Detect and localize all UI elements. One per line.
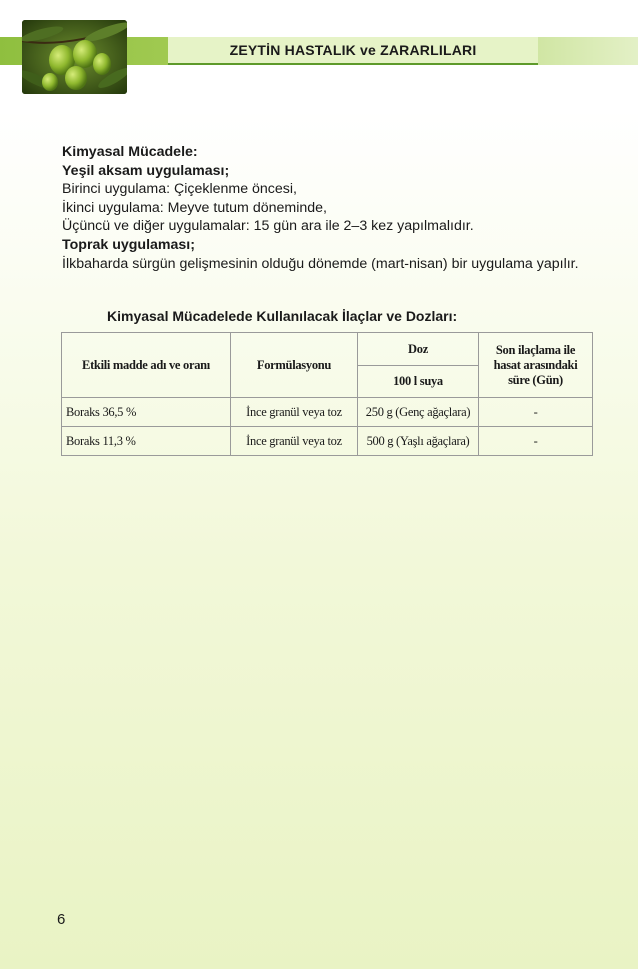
spring-application-line: İlkbaharda sürgün gelişmesinin olduğu dönemde (mart-nisan) bir uygulama yapılır. — [62, 255, 579, 272]
olive-branch-photo-icon — [22, 20, 127, 94]
cell-active-ingredient: Boraks 11,3 % — [62, 427, 231, 456]
dose-table — [61, 332, 593, 456]
col-header-dose-unit: 100 l suya — [358, 366, 479, 398]
header-title-box — [168, 37, 538, 65]
cell-formulation: İnce granül veya toz — [231, 427, 358, 456]
third-application-line: Üçüncü ve diğer uygulamalar: 15 gün ara ile 2–3 kez yapılmalıdır. — [62, 218, 474, 235]
cell-dose: 250 g (Genç ağaçlara) — [358, 398, 479, 427]
col-header-harvest-interval: Son ilaçlama ile hasat arasındaki süre (Gün) — [479, 333, 593, 398]
table-row — [62, 427, 593, 456]
section-heading: Kimyasal Mücadele: — [62, 144, 198, 160]
cell-harvest-interval: - — [479, 427, 593, 456]
table-title: Kimyasal Mücadelede Kullanılacak İlaçlar ve Dozları: — [107, 308, 458, 324]
cell-active-ingredient: Boraks 36,5 % — [62, 398, 231, 427]
cell-dose: 500 g (Yaşlı ağaçlara) — [358, 427, 479, 456]
second-application-line: İkinci uygulama: Meyve tutum döneminde, — [62, 199, 327, 216]
col-header-formulation: Formülasyonu — [231, 333, 358, 398]
foliage-application-heading: Yeşil aksam uygulaması; — [62, 162, 230, 179]
page-number: 6 — [57, 911, 66, 928]
cell-harvest-interval: - — [479, 398, 593, 427]
chemical-control-text — [62, 143, 602, 273]
soil-application-heading: Toprak uygulaması; — [62, 236, 195, 253]
cell-formulation: İnce granül veya toz — [231, 398, 358, 427]
page-header-title: ZEYTİN HASTALIK ve ZARARLILARI — [229, 42, 477, 58]
first-application-line: Birinci uygulama: Çiçeklenme öncesi, — [62, 181, 297, 198]
table-row — [62, 398, 593, 427]
col-header-active-ingredient: Etkili madde adı ve oranı — [62, 333, 231, 398]
col-header-dose: Doz — [358, 333, 479, 366]
